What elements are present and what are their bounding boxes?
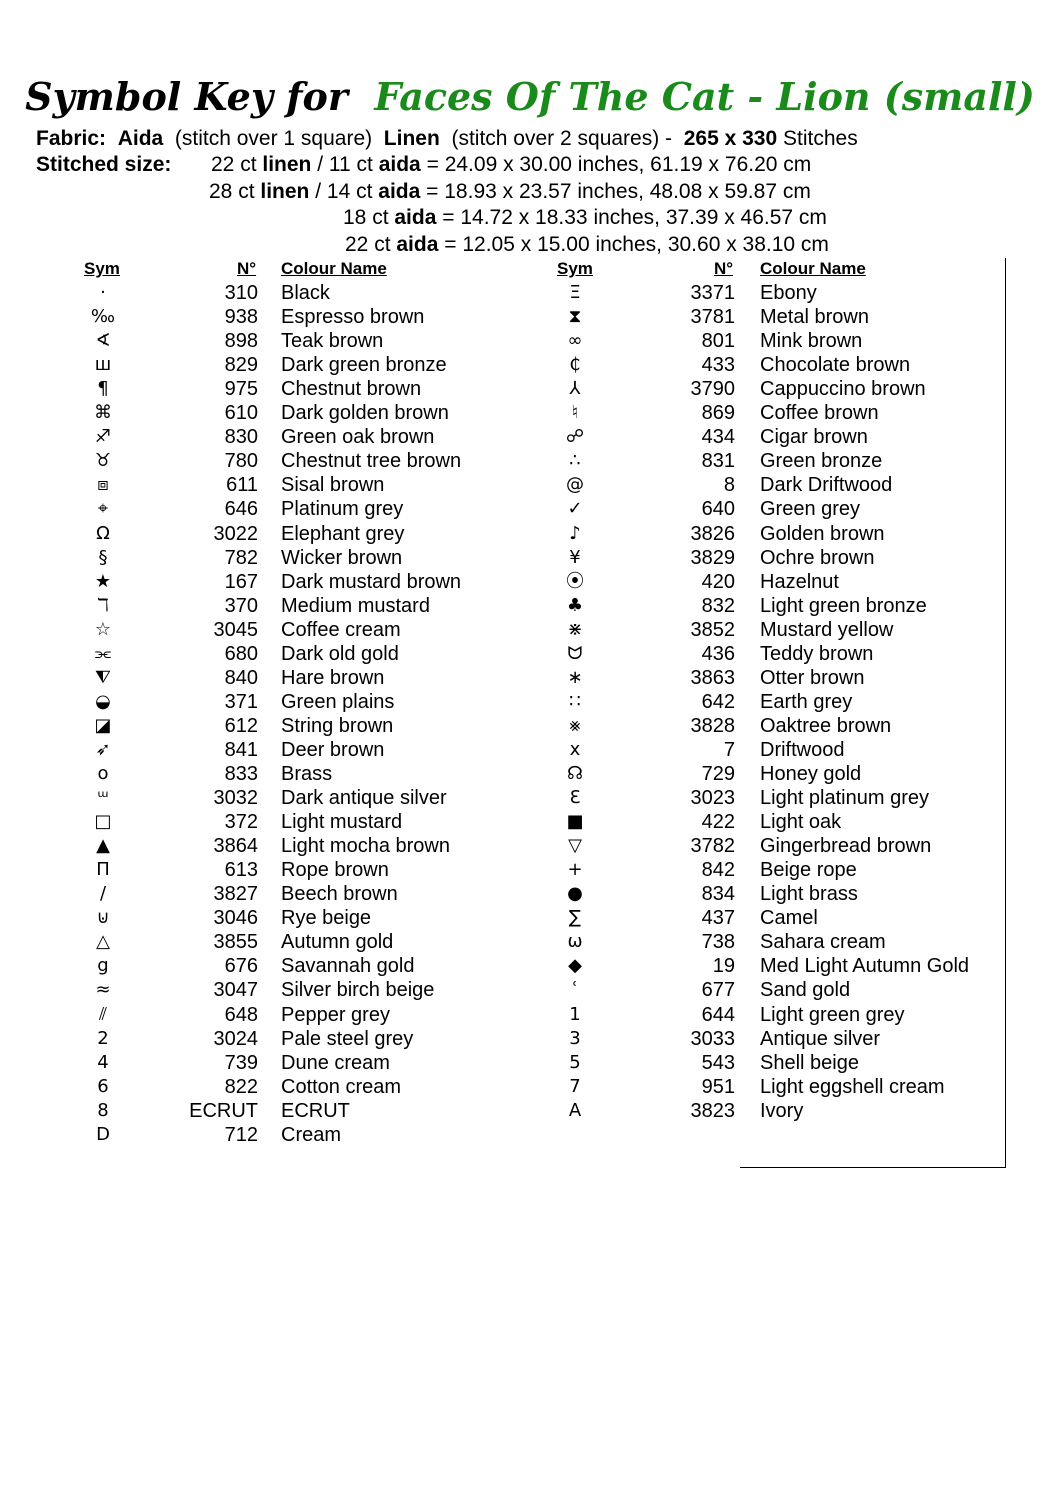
header-num-left: N° [237,259,257,278]
header-name-left: Colour Name [281,259,387,278]
header-name-right: Colour Name [760,259,866,278]
symbol-glyph: ℸ [97,594,109,616]
colour-name: Antique silver [760,1027,881,1050]
thread-number: 3023 [690,787,735,810]
thread-number: 680 [224,642,258,665]
colour-name: Cigar brown [760,426,868,449]
symbol-glyph: / [99,883,107,905]
thread-number: 738 [701,931,735,954]
colour-name: Silver birch beige [281,979,435,1002]
symbol-glyph: 5 [569,1051,581,1073]
table-row [0,690,1000,714]
header-num-right: N° [714,259,734,278]
colour-name: Otter brown [760,666,865,689]
thread-number: 612 [224,714,258,737]
size-row: 28 ct linen / 14 ct aida = 18.93 x 23.57 inches, 48.08 x 59.87 cm [209,180,811,203]
thread-number: 840 [224,666,258,689]
colour-name: Sand gold [760,979,851,1002]
table-row [0,1051,1000,1075]
thread-number: 543 [701,1051,735,1074]
right-border [1005,258,1006,1168]
colour-name: Light green bronze [760,594,927,617]
symbol-glyph: Ɛ [569,787,581,809]
colour-name: Beech brown [281,883,398,906]
colour-name: Earth grey [760,690,853,713]
thread-number: 898 [224,330,258,353]
table-row [0,281,1000,305]
colour-name: Light green grey [760,1003,905,1026]
table-row [0,882,1000,906]
colour-name: Sisal brown [281,474,385,497]
symbol-glyph: ▽ [568,835,582,857]
colour-name: Green plains [281,690,395,713]
table-row [0,930,1000,954]
colour-name: Wicker brown [281,546,403,569]
colour-name: Platinum grey [281,498,404,521]
thread-number: 3829 [690,546,735,569]
table-row [0,810,1000,834]
thread-number: 642 [701,690,735,713]
symbol-glyph: 3 [569,1027,581,1049]
table-row [0,329,1000,353]
symbol-glyph: ▲ [96,835,110,857]
thread-number: 975 [224,378,258,401]
symbol-glyph: ш [94,354,112,376]
table-row [0,714,1000,738]
colour-name: Light mocha brown [281,835,450,858]
thread-number: 712 [224,1123,258,1146]
fabric-linen: Linen [383,127,440,150]
symbol-glyph: 2 [97,1027,109,1049]
size-row: 22 ct aida = 12.05 x 15.00 inches, 30.60 x 38.10 cm [345,233,829,256]
symbol-glyph: ∢ [95,330,111,352]
colour-name: Green grey [760,498,861,521]
colour-name: Brass [281,763,333,785]
thread-number: 3024 [213,1027,258,1050]
symbol-glyph: ➶ [95,738,111,760]
colour-name: Dark Driftwood [760,474,893,497]
colour-name: Coffee brown [760,402,879,425]
colour-name: Elephant grey [281,522,405,545]
symbol-glyph: ∴ [569,450,581,472]
thread-number: 611 [226,474,258,497]
thread-number: 3782 [690,835,735,858]
table-row [0,401,1000,425]
thread-number: 834 [701,883,735,906]
colour-name: Pepper grey [281,1003,390,1026]
colour-name: Mink brown [760,330,863,353]
thread-number: 422 [701,811,735,834]
table-row [0,377,1000,401]
fabric-aida-note: (stitch over 1 square) [174,127,373,150]
symbol-glyph: ★ [94,570,112,592]
thread-number: 677 [701,979,735,1002]
thread-number: 644 [701,1003,735,1026]
table-row [0,642,1000,666]
thread-number: 437 [701,907,735,930]
colour-name: Black [281,282,330,304]
symbol-glyph: ◒ [95,690,111,712]
colour-name: Coffee cream [281,618,401,641]
thread-number: 729 [701,763,735,785]
colour-name: Hazelnut [760,570,839,593]
colour-name: Chocolate brown [760,354,911,377]
fabric-linen-note: (stitch over 2 squares) - [451,127,673,150]
pattern-name: Faces Of The Cat - Lion (small) [374,74,1035,119]
thread-number: 938 [224,306,258,329]
thread-number: 3864 [213,835,258,858]
thread-number: 8 [723,474,735,497]
symbol-glyph: ₵ [569,354,581,376]
colour-name: Chestnut tree brown [281,450,462,473]
symbol-glyph: 8 [97,1099,109,1121]
thread-number: 829 [224,354,258,377]
stitch-count: 265 x 330 [683,127,778,150]
symbol-glyph: ∑ [568,907,582,929]
thread-number: 434 [701,426,735,449]
thread-number: 951 [701,1075,735,1098]
thread-number: 3022 [213,522,258,545]
table-row [0,786,1000,810]
colour-name: Dune cream [281,1051,390,1074]
colour-name: Shell beige [760,1051,859,1074]
colour-name: Autumn gold [281,931,394,954]
symbol-glyph: ∗ [567,666,583,688]
thread-number: 832 [701,594,735,617]
table-row [0,1075,1000,1099]
thread-number: 739 [224,1051,258,1074]
symbol-glyph: ♣ [566,594,584,616]
thread-number: 833 [224,763,258,785]
symbol-glyph: ■ [566,811,584,833]
thread-number: 3781 [690,306,735,329]
symbol-glyph: ◪ [94,714,112,736]
thread-number: 370 [224,594,258,617]
symbol-glyph: ⌘ [94,402,112,424]
symbol-glyph: 1 [569,1003,581,1025]
table-row [0,353,1000,377]
colour-name: Driftwood [760,738,845,761]
stitches-word: Stitches [783,127,858,150]
thread-number: 841 [224,738,258,761]
symbol-glyph: ᗢ [567,642,583,664]
symbol-glyph: o [97,763,109,784]
fabric-aida: Aida [117,127,164,150]
colour-name: Teak brown [281,330,384,353]
header-sym-right: Sym [557,259,593,278]
thread-number: 167 [224,570,258,593]
thread-number: 801 [701,330,735,353]
symbol-glyph: ¥ [569,546,581,568]
colour-name: Deer brown [281,738,385,761]
size-row: 22 ct linen / 11 ct aida = 24.09 x 30.00 inches, 61.19 x 76.20 cm [211,153,812,176]
thread-number: 3033 [690,1027,735,1050]
symbol-glyph: ⧨ [94,666,112,688]
symbol-glyph: 4 [97,1051,109,1073]
table-row [0,522,1000,546]
symbol-glyph: ⨳ [569,714,581,736]
header-sym-left: Sym [84,259,120,278]
thread-number: 842 [701,859,735,882]
thread-number: ECRUT [189,1099,258,1122]
table-row [0,473,1000,497]
colour-name: Rope brown [281,859,389,882]
table-row [0,497,1000,521]
symbol-glyph: ⌖ [97,498,109,520]
colour-name: Light eggshell cream [760,1075,945,1098]
symbol-glyph: Ξ [569,282,581,303]
thread-number: 420 [701,570,735,593]
colour-name: Gingerbread brown [760,835,932,858]
colour-name: String brown [281,714,394,737]
fabric-line [36,126,858,152]
symbol-glyph: + [567,859,583,881]
thread-number: 830 [224,426,258,449]
colour-name: Golden brown [760,522,885,545]
thread-number: 19 [712,955,735,978]
thread-number: 822 [224,1075,258,1098]
colour-name: ECRUT [281,1099,350,1122]
thread-number: 676 [224,955,258,978]
colour-name: Espresso brown [281,306,425,329]
symbol-glyph: A [568,1099,582,1121]
fabric-label: Fabric: [36,127,107,150]
thread-number: 648 [224,1003,258,1026]
colour-name: Mustard yellow [760,618,894,641]
thread-number: 3371 [690,282,735,304]
table-row [0,666,1000,690]
thread-number: 3827 [213,883,258,906]
thread-number: 433 [701,354,735,377]
colour-name: Chestnut brown [281,378,422,401]
colour-name: Hare brown [281,666,385,689]
thread-number: 3046 [213,907,258,930]
colour-name: Light platinum grey [760,787,929,810]
thread-number: 3823 [690,1099,735,1122]
colour-name: Cream [281,1123,342,1146]
symbol-glyph: ‰ [90,306,116,328]
colour-name: Beige rope [760,859,857,882]
table-row [0,1003,1000,1027]
table-row [0,425,1000,449]
thread-number: 310 [224,282,258,304]
colour-name: Light brass [760,883,858,906]
colour-name: Ochre brown [760,546,875,569]
colour-name: Cappuccino brown [760,378,926,401]
symbol-glyph: ⫽ [98,1003,108,1025]
colour-name: Teddy brown [760,642,874,665]
table-row [0,449,1000,473]
thread-number: 372 [224,811,258,834]
thread-number: 3047 [213,979,258,1002]
thread-number: 3828 [690,714,735,737]
thread-number: 436 [701,642,735,665]
colour-name: Green oak brown [281,426,435,449]
symbol-glyph: ∷ [569,690,581,712]
colour-name: Savannah gold [281,955,415,978]
colour-name: Oaktree brown [760,714,892,737]
colour-name: Honey gold [760,763,862,785]
thread-number: 3826 [690,522,735,545]
symbol-glyph: ∞ [567,330,583,352]
colour-name: Dark mustard brown [281,570,462,593]
colour-name: Sahara cream [760,931,886,954]
symbol-glyph: ♪ [569,522,581,544]
thread-number: 3790 [690,378,735,401]
table-row [0,570,1000,594]
table-row [0,1099,1000,1123]
thread-number: 640 [701,498,735,521]
symbol-glyph: □ [94,811,112,833]
symbol-glyph: ☊ [567,763,583,784]
colour-name: Rye beige [281,907,372,930]
thread-number: 831 [701,450,735,473]
page-title [0,74,1060,119]
thread-number: 7 [723,738,735,761]
symbol-glyph: ● [567,883,583,905]
thread-number: 610 [224,402,258,425]
table-row [0,618,1000,642]
colour-name: Light mustard [281,811,403,834]
table-row [0,954,1000,978]
symbol-glyph: g [97,955,109,977]
symbol-glyph: ♉ [94,450,112,472]
colour-name: Med Light Autumn Gold [760,955,970,978]
symbol-glyph: ⧗ [568,306,582,328]
colour-name: Ivory [760,1099,804,1122]
thread-number: 780 [224,450,258,473]
colour-name: Dark antique silver [281,787,447,810]
size-row: 18 ct aida = 14.72 x 18.33 inches, 37.39 x 46.57 cm [343,206,827,229]
table-row [0,305,1000,329]
symbol-glyph: ᵚ [97,787,109,809]
symbol-glyph: ≈ [95,979,111,1001]
table-row [0,738,1000,762]
table-row [0,1027,1000,1051]
thread-number: 3863 [690,666,735,689]
colour-name: Light oak [760,811,842,834]
symbol-glyph: § [98,546,108,568]
thread-number: 371 [224,690,258,713]
colour-name: Pale steel grey [281,1027,414,1050]
symbol-glyph: ⋇ [567,618,583,640]
symbol-glyph: ω [567,931,583,953]
symbol-glyph: 6 [97,1075,109,1097]
symbol-glyph: D [96,1123,110,1145]
table-row [0,546,1000,570]
thread-number: 3852 [690,618,735,641]
symbol-glyph: ⧈ [97,474,109,496]
colour-name: Medium mustard [281,594,430,617]
thread-number: 3045 [213,618,258,641]
bottom-border [740,1167,1006,1168]
table-row [0,906,1000,930]
symbol-glyph: ☆ [94,618,112,640]
symbol-glyph: ⫘ [94,642,112,664]
colour-name: Metal brown [760,306,869,329]
symbol-glyph: ⅄ [569,378,581,400]
table-row [0,858,1000,882]
colour-name: Dark golden brown [281,402,449,425]
symbol-glyph: x [569,738,581,760]
thread-number: 3855 [213,931,258,954]
table-row [0,834,1000,858]
table-row [0,594,1000,618]
thread-number: 869 [701,402,735,425]
colour-name: Green bronze [760,450,883,473]
symbol-glyph: △ [96,931,110,953]
symbol-glyph: ¶ [97,378,109,400]
symbol-glyph: 7 [569,1075,581,1097]
symbol-glyph: ⦿ [566,570,584,592]
symbol-glyph: · [100,282,106,303]
symbol-glyph: ♐ [94,426,112,448]
table-row [0,978,1000,1002]
symbol-glyph: ʿ [572,979,578,1001]
table-row [0,1123,1000,1147]
thread-number: 613 [224,859,258,882]
stitched-size-label: Stitched size: [36,153,172,176]
colour-name: Dark green bronze [281,354,447,377]
symbol-glyph: ✓ [567,498,583,520]
symbol-glyph: Ω [96,522,110,544]
symbol-glyph: Π [96,859,110,881]
colour-name: Cotton cream [281,1075,402,1098]
symbol-glyph: ⊍ [96,907,110,929]
table-row [0,762,1000,786]
thread-number: 646 [224,498,258,521]
symbol-glyph: ◆ [568,955,582,977]
symbol-glyph: ♮ [571,402,579,424]
symbol-glyph: ☍ [565,426,585,448]
thread-number: 782 [224,546,258,569]
colour-name: Camel [760,907,818,930]
colour-name: Dark old gold [281,642,399,665]
symbol-glyph: @ [566,474,584,496]
colour-name: Ebony [760,282,817,304]
thread-number: 3032 [213,787,258,810]
title-prefix: Symbol Key for [25,74,348,119]
